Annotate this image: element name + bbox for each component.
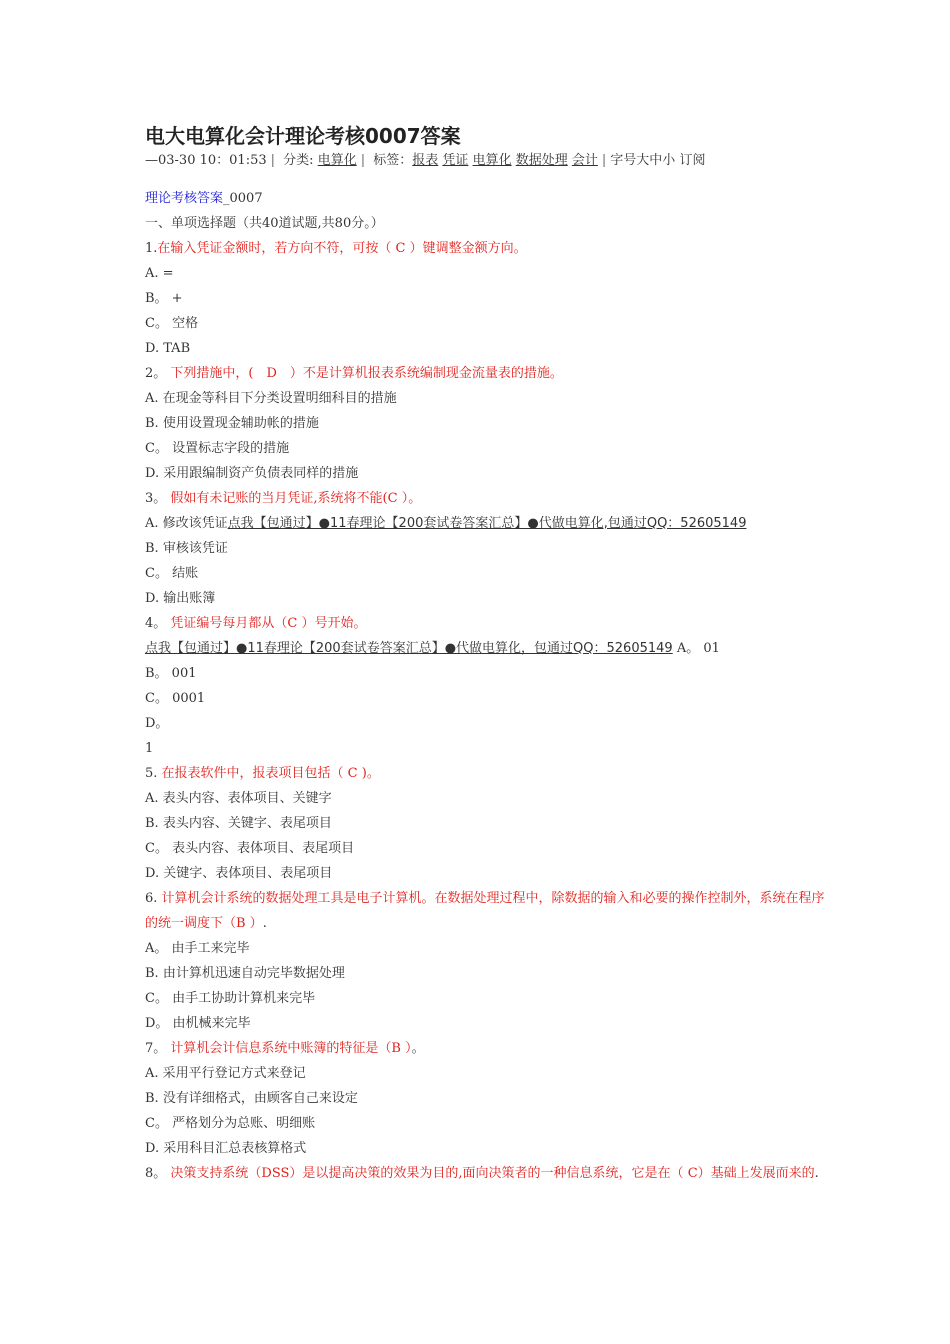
option: D. 关键字、表体项目、表尾项目	[145, 866, 333, 881]
option: B. 审核该凭证	[145, 541, 228, 556]
option: D. 输出账簿	[145, 591, 216, 606]
question-6: 6. 计算机会计系统的数据处理工具是电子计算机。在数据处理过程中，除数据的输入和必要的操作控制外，系统在程序的统一调度下（B ）.	[145, 891, 825, 931]
option: D. 采用跟编制资产负债表同样的措施	[145, 466, 359, 481]
option: A. 在现金等科目下分类设置明细科目的措施	[145, 391, 397, 406]
option-continued: 1	[145, 741, 154, 756]
tag-link[interactable]: 报表	[412, 153, 439, 168]
option: C。 0001	[145, 691, 206, 706]
option: C。 结账	[145, 566, 199, 581]
option: A. 采用平行登记方式来登记	[145, 1066, 306, 1081]
option: D。 由机械来完毕	[145, 1016, 251, 1031]
option: C。 严格划分为总账、明细账	[145, 1116, 316, 1131]
promo-link[interactable]: 点我【包通过】●11春理论【200套试卷答案汇总】●代做电算化，包通过QQ：52605149	[145, 641, 673, 656]
tag-link[interactable]: 数据处理	[515, 153, 568, 168]
category-link[interactable]: 电算化	[317, 153, 357, 168]
option: C。 设置标志字段的措施	[145, 441, 290, 456]
separator: |	[601, 153, 607, 168]
section-heading: 一、单项选择题（共40道试题,共80分。）	[145, 216, 384, 231]
option: C。 空格	[145, 316, 199, 331]
option: B。 001	[145, 666, 197, 681]
option: C。 表头内容、表体项目、表尾项目	[145, 841, 355, 856]
separator: |	[360, 153, 366, 168]
separator: |	[270, 153, 276, 168]
option: A. =	[145, 266, 174, 281]
option: A。 由手工来完毕	[145, 941, 250, 956]
tag-link[interactable]: 电算化	[472, 153, 512, 168]
option: B. 使用设置现金辅助帐的措施	[145, 416, 319, 431]
category-label: 分类:	[283, 153, 314, 168]
question-5: 5. 在报表软件中，报表项目包括（ C )。	[145, 766, 380, 781]
post-datetime: —03-30 10：01:53	[145, 153, 267, 168]
font-size-control[interactable]: 字号大中小	[610, 153, 676, 168]
page-title: 电大电算化会计理论考核0007答案	[145, 124, 461, 148]
option: D。	[145, 716, 169, 731]
tag-link[interactable]: 凭证	[442, 153, 469, 168]
tags-label: 标签：	[373, 153, 413, 168]
post-meta	[145, 150, 825, 172]
option: D. 采用科目汇总表核算格式	[145, 1141, 307, 1156]
option: B. 没有详细格式，由顾客自己来设定	[145, 1091, 358, 1106]
tag-link[interactable]: 会计	[571, 153, 598, 168]
option: B. 表头内容、关键字、表尾项目	[145, 816, 332, 831]
option: A. 修改该凭证点我【包通过】●11春理论【200套试卷答案汇总】●代做电算化,包通过QQ：52605149	[145, 516, 747, 531]
option: C。 由手工协助计算机来完毕	[145, 991, 316, 1006]
question-3: 3。 假如有未记账的当月凭证,系统将不能(C ）。	[145, 491, 422, 506]
option: A. 表头内容、表体项目、关键字	[145, 791, 332, 806]
question-8: 8。 决策支持系统（DSS）是以提高决策的效果为目的,面向决策者的一种信息系统，它是在（ C）基础上发展而来的.	[145, 1166, 819, 1181]
document	[145, 122, 825, 1186]
option: B. 由计算机迅速自动完毕数据处理	[145, 966, 345, 981]
option: B。 +	[145, 291, 183, 306]
answer-link[interactable]: 理论考核答案	[145, 191, 224, 206]
subscribe-link[interactable]: 订阅	[679, 153, 706, 168]
question-2: 2。 下列措施中，( D ）不是计算机报表系统编制现金流量表的措施。	[145, 366, 563, 381]
question-7: 7。 计算机会计信息系统中账簿的特征是（B ）。	[145, 1041, 425, 1056]
question-1: 1.在输入凭证金额时，若方向不符，可按（ C ）键调整金额方向。	[145, 241, 527, 256]
option: 点我【包通过】●11春理论【200套试卷答案汇总】●代做电算化，包通过QQ：52605149 A。 01	[145, 641, 720, 656]
promo-link[interactable]: 点我【包通过】●11春理论【200套试卷答案汇总】●代做电算化,包通过QQ：52605149	[227, 516, 747, 531]
question-4: 4。 凭证编号每月都从（C ）号开始。	[145, 616, 367, 631]
option: D. TAB	[145, 341, 191, 356]
answer-suffix: _0007	[223, 191, 263, 206]
